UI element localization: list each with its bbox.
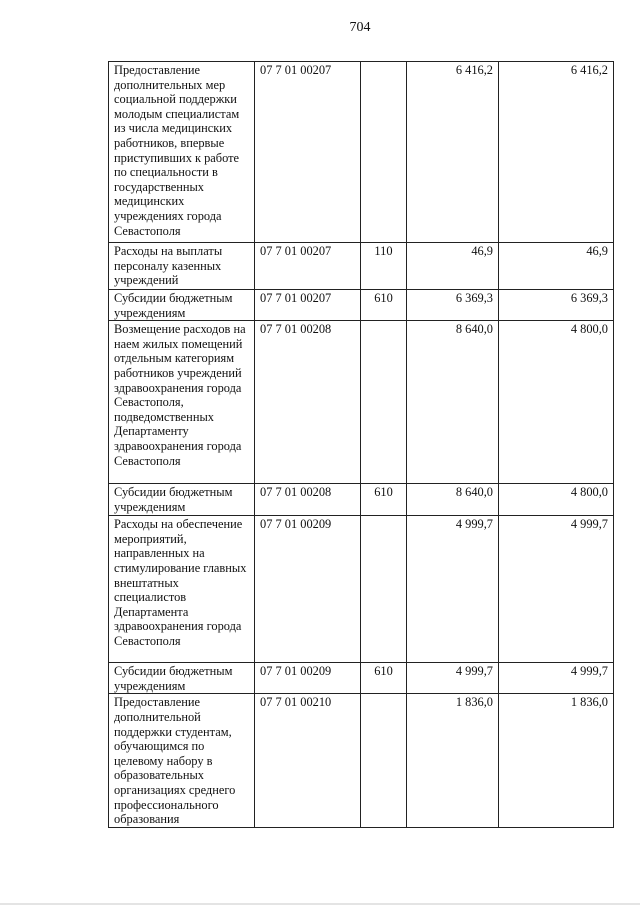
table-row bbox=[109, 62, 614, 243]
table-row bbox=[109, 290, 614, 321]
amount-second-cell: 6 369,3 bbox=[499, 290, 614, 321]
amount-second-cell: 46,9 bbox=[499, 243, 614, 290]
expense-type-cell: 610 bbox=[361, 663, 407, 694]
amount-first-cell: 6 416,2 bbox=[407, 62, 499, 243]
expense-name-cell: Субсидии бюджетным учреждениям bbox=[109, 484, 255, 516]
amount-second-cell: 4 999,7 bbox=[499, 663, 614, 694]
amount-first-cell: 4 999,7 bbox=[407, 663, 499, 694]
target-article-code-cell: 07 7 01 00210 bbox=[255, 694, 361, 827]
budget-table bbox=[108, 61, 614, 828]
target-article-code-cell: 07 7 01 00207 bbox=[255, 290, 361, 321]
amount-second-cell: 1 836,0 bbox=[499, 694, 614, 827]
target-article-code-cell: 07 7 01 00207 bbox=[255, 62, 361, 243]
target-article-code-cell: 07 7 01 00208 bbox=[255, 484, 361, 516]
amount-first-cell: 4 999,7 bbox=[407, 516, 499, 663]
budget-table-container bbox=[108, 61, 613, 828]
target-article-code-cell: 07 7 01 00209 bbox=[255, 516, 361, 663]
amount-first-cell: 46,9 bbox=[407, 243, 499, 290]
expense-name-cell: Субсидии бюджетным учреждениям bbox=[109, 663, 255, 694]
target-article-code-cell: 07 7 01 00209 bbox=[255, 663, 361, 694]
amount-second-cell: 4 800,0 bbox=[499, 484, 614, 516]
expense-type-cell bbox=[361, 62, 407, 243]
table-row bbox=[109, 321, 614, 484]
expense-type-cell: 110 bbox=[361, 243, 407, 290]
expense-name-cell: Предоставление дополнительных мер социальной поддержки молодым специалистам из числа медицинских работников, впервые приступивших к работе по специальности в государственных медицинских учреждениях города Севастополя bbox=[109, 62, 255, 243]
amount-first-cell: 1 836,0 bbox=[407, 694, 499, 827]
expense-type-cell bbox=[361, 321, 407, 484]
target-article-code-cell: 07 7 01 00208 bbox=[255, 321, 361, 484]
table-row bbox=[109, 516, 614, 663]
amount-first-cell: 6 369,3 bbox=[407, 290, 499, 321]
amount-second-cell: 4 800,0 bbox=[499, 321, 614, 484]
amount-first-cell: 8 640,0 bbox=[407, 321, 499, 484]
amount-second-cell: 4 999,7 bbox=[499, 516, 614, 663]
page-number: 704 bbox=[349, 20, 371, 35]
table-row bbox=[109, 663, 614, 694]
table-row bbox=[109, 243, 614, 290]
expense-name-cell: Субсидии бюджетным учреждениям bbox=[109, 290, 255, 321]
expense-name-cell: Расходы на выплаты персоналу казенных учреждений bbox=[109, 243, 255, 290]
expense-name-cell: Расходы на обеспечение мероприятий, направленных на стимулирование главных внештатных специалистов Департамента здравоохранения города Севастополя bbox=[109, 516, 255, 663]
target-article-code-cell: 07 7 01 00207 bbox=[255, 243, 361, 290]
expense-name-cell: Предоставление дополнительной поддержки студентам, обучающимся по целевому набору в образовательных организациях среднего профессионального образования bbox=[109, 694, 255, 827]
expense-type-cell: 610 bbox=[361, 290, 407, 321]
table-row bbox=[109, 694, 614, 827]
expense-name-cell: Возмещение расходов на наем жилых помещений отдельным категориям работников учреждений здравоохранения города Севастополя, подведомственных Департаменту здравоохранения города Севастополя bbox=[109, 321, 255, 484]
expense-type-cell bbox=[361, 516, 407, 663]
amount-second-cell: 6 416,2 bbox=[499, 62, 614, 243]
expense-type-cell bbox=[361, 694, 407, 827]
amount-first-cell: 8 640,0 bbox=[407, 484, 499, 516]
table-row bbox=[109, 484, 614, 516]
expense-type-cell: 610 bbox=[361, 484, 407, 516]
